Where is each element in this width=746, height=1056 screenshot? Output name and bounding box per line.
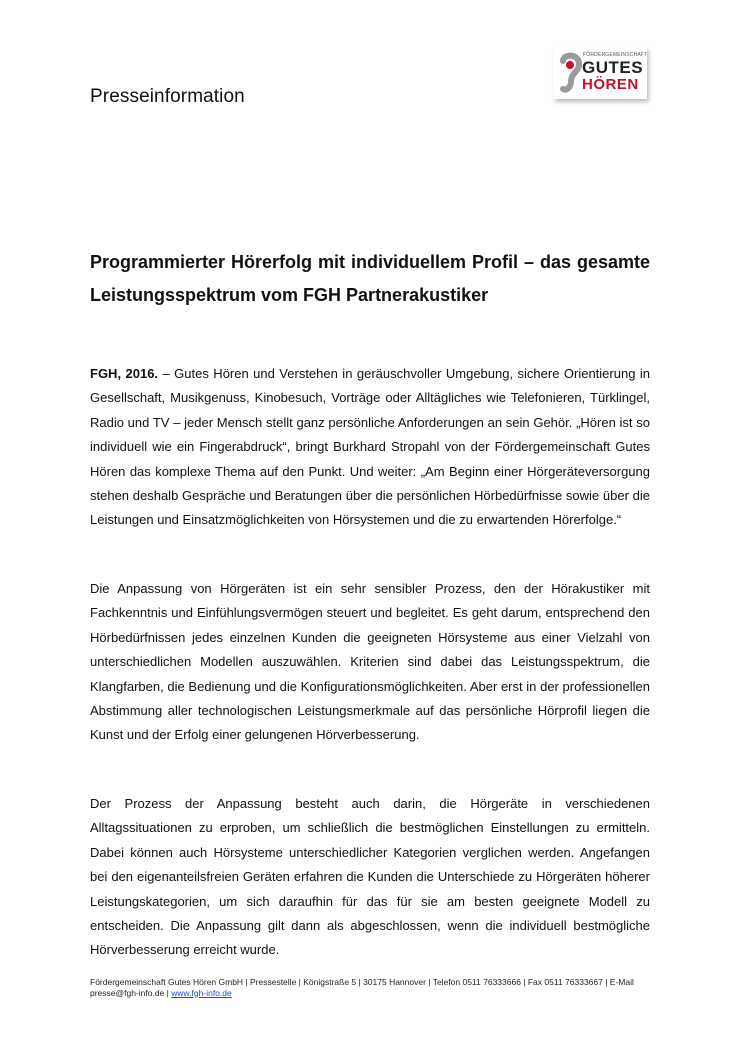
logo-gutes-text: GUTES bbox=[582, 58, 644, 77]
footer bbox=[90, 977, 650, 998]
paragraph-1-lead: FGH, 2016. bbox=[90, 366, 159, 381]
logo-hoeren-text: HÖREN bbox=[582, 76, 639, 93]
paragraph-2: Die Anpassung von Hörgeräten ist ein sehr sensibler Prozess, den der Hörakustiker mit Fachkenntnis und Einfühlungsvermögen steuert und begleitet. Es geht darum, entsprechend den Hörbedürfnissen jedes einzelnen Kunden die geeigneten Hörsysteme aus einer Vielzahl von unterschiedlichen Modellen auszuwählen. Kriterien sind dabei das Leistungsspektrum, die Klangfarben, die Bedienung und die Konfigurationsmöglichkeiten. Aber erst in der professionellen Abstimmung aller technologischen Leistungsmerkmale auf das persönliche Hörprofil liegen die Kunst und der Erfolg einer gelungenen Hörverbesserung. bbox=[90, 581, 650, 743]
paragraph-1-text: – Gutes Hören und Verstehen in geräuschvoller Umgebung, sichere Orientierung in Gesellschaft, Musikgenuss, Kinobesuch, Vorträge oder Alltägliches wie Telefonieren, Türklingel, Radio und TV – jeder Mensch stellt ganz persönliche Anforderungen an sein Gehör. „Hören ist so individuell wie ein Fingerabdruck“, bringt Burkhard Stropahl von der Fördergemeinschaft Gutes Hören das komplexe Thema auf den Punkt. Und weiter: „Am Beginn einer Hörgeräteversorgung stehen deshalb Gespräche und Beratungen über die persönlichen Hörbedürfnisse sowie über die Leistungen und Einsatzmöglichkeiten von Hörsystemen und die zu erwartenden Hörerfolge.“ bbox=[90, 366, 650, 528]
ear-icon bbox=[557, 51, 583, 95]
paragraph-3: Der Prozess der Anpassung besteht auch darin, die Hörgeräte in verschiedenen Alltagssituationen zu erproben, um schließlich die bestmöglichen Einstellungen zu ermitteln. Dabei können auch Hörsysteme unterschiedlicher Kategorien verglichen werden. Angefangen bei den eigenanteilsfreien Geräten erfahren die Kunden die Unterschiede zu Hörgeräten höherer Leistungskategorien, um sich daraufhin für das für sie am besten geeignete Modell zu entscheiden. Die Anpassung gilt dann als abgeschlossen, wenn die individuell bestmögliche Hörverbesserung erreicht wurde. bbox=[90, 796, 650, 958]
fgh-logo bbox=[553, 47, 647, 99]
logo-small-text: FÖRDERGEMEINSCHAFT bbox=[583, 52, 648, 58]
page-title: Presseinformation bbox=[90, 86, 245, 107]
footer-website-link[interactable]: www.fgh-info.de bbox=[171, 987, 232, 998]
paragraph-1 bbox=[90, 362, 650, 533]
footer-contact: Fördergemeinschaft Gutes Hören GmbH | Pressestelle | Königstraße 5 | 30175 Hannover | Telefon 0511 76333666 | Fax 0511 76333667 | E-Mail presse@fgh-info.de | bbox=[90, 977, 634, 998]
press-headline: Programmierter Hörerfolg mit individuellem Profil – das gesamte Leistungsspektrum vom FGH Partnerakustiker bbox=[90, 252, 650, 305]
